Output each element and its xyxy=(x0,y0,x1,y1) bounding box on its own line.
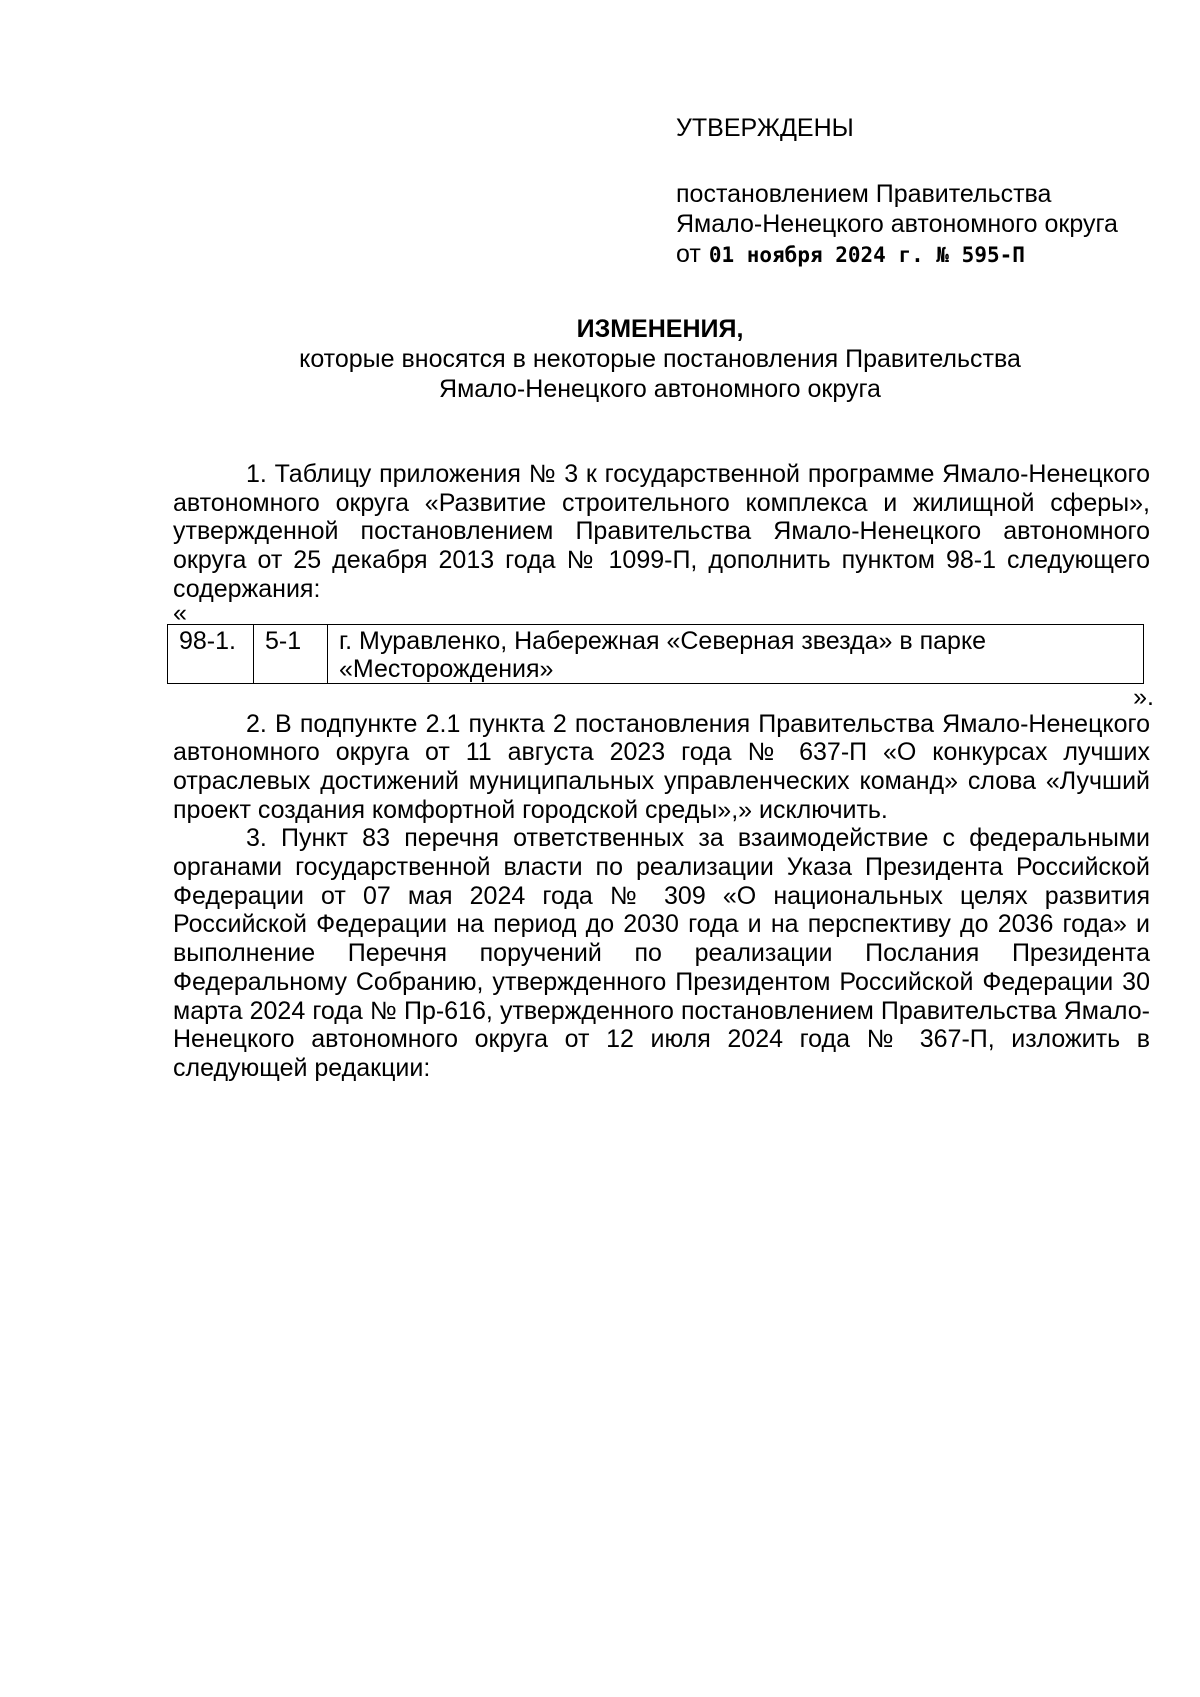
title-main: ИЗМЕНЕНИЯ, xyxy=(576,315,744,343)
paragraph-2: 2. В подпункте 2.1 пункта 2 постановления Правительства Ямало-Ненецкого автономного округа от 11 августа 2023 года № 637-П «О конкурсах лучших отраслевых достижений муниципальных управленческих команд» слова «Лучший проект создания комфортной городской среды»,» исключить. xyxy=(173,709,1150,824)
document-body xyxy=(173,460,1154,1083)
amendment-table xyxy=(167,624,1144,684)
approval-prefix: от xyxy=(676,240,701,268)
approval-block xyxy=(676,113,1118,270)
quote-close: ». xyxy=(1133,682,1154,711)
table-row xyxy=(168,624,1144,683)
document-title xyxy=(170,314,1150,404)
approval-line-1: постановлением Правительства xyxy=(676,180,1052,208)
title-line-3: Ямало-Ненецкого автономного округа xyxy=(439,375,881,403)
table-cell-object: г. Муравленко, Набережная «Северная звезда» в парке «Месторождения» xyxy=(328,624,1144,683)
title-line-2: которые вносятся в некоторые постановления Правительства xyxy=(299,345,1021,373)
paragraph-1: 1. Таблицу приложения № 3 к государственной программе Ямало-Ненецкого автономного округа «Развитие строительного комплекса и жилищной сферы», утвержденной постановлением Правительства Ямало-Ненецкого автономного округа от 25 декабря 2013 года № 1099-П, дополнить пунктом 98-1 следующего содержания: xyxy=(173,460,1150,603)
quote-open: « xyxy=(173,598,187,627)
approval-date-line xyxy=(676,239,1118,270)
approval-heading: УТВЕРЖДЕНЫ xyxy=(676,114,854,142)
approval-line-2: Ямало-Ненецкого автономного округа xyxy=(676,210,1118,238)
table-cell-code: 5-1 xyxy=(254,624,328,683)
table-cell-number: 98-1. xyxy=(168,624,254,683)
approval-number: 01 ноября 2024 г. № 595-П xyxy=(708,243,1025,267)
paragraph-3: 3. Пункт 83 перечня ответственных за взаимодействие с федеральными органами государственной власти по реализации Указа Президента Российской Федерации от 07 мая 2024 года № 309 «О национальных целях развития Российской Федерации на период до 2030 года и на перспективу до 2036 года» и выполнение Перечня поручений по реализации Послания Президента Федеральному Собранию, утвержденного Президентом Российской Федерации 30 марта 2024 года № Пр-616, утвержденного постановлением Правительства Ямало-Ненецкого автономного округа от 12 июля 2024 года № 367-П, изложить в следующей редакции: xyxy=(173,824,1150,1082)
